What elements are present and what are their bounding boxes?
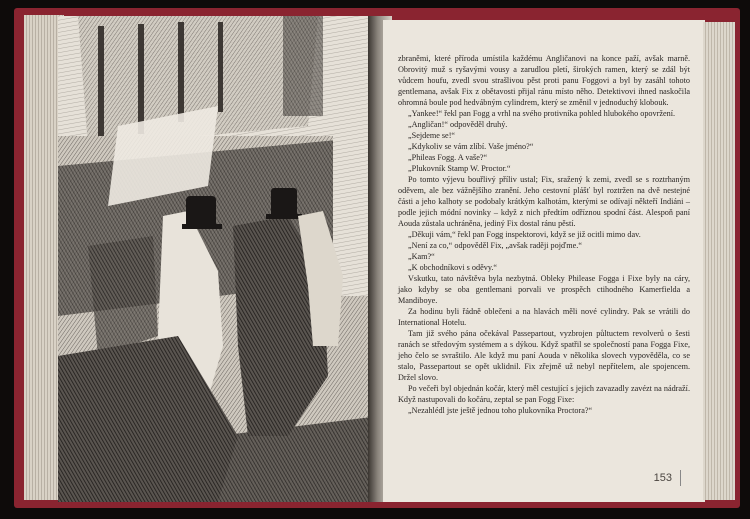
paragraph: „Yankee!“ řekl pan Fogg a vrhl na svého protivníka pohled hlubokého opovržení. xyxy=(408,109,676,118)
paragraph: „Děkuji vám,“ řekl pan Fogg inspektorovi, když se již ocitli mimo dav. xyxy=(408,230,641,239)
right-page xyxy=(383,20,705,502)
right-page-edges xyxy=(703,22,735,500)
paragraph: zbraněmi, které příroda umístila každému Angličanovi na konce paží, avšak marně. Obrovitý muž s ryšavými vousy a zarudlou pletí, širokých ramen, který se zdál být vůdcem houfu, zvedl svou strašlivou pěst proti panu Foggovi a byl by zasáhl tohoto gentlemana, avšak Fix z obětavosti přijal ránu místo něho. Detektivovi ihned naskočila ohromná boule pod hedvábným cylindrem, který se změnil v jednoduchý klobouk. xyxy=(398,54,690,107)
page-number-rule xyxy=(680,470,681,486)
paragraph: „Phileas Fogg. A vaše?“ xyxy=(408,153,488,162)
paragraph: „Sejdeme se!“ xyxy=(408,131,456,140)
paragraph: Za hodinu byli řádně oblečeni a na hlavách měli nové cylindry. Pak se vrátili do International Hotelu. xyxy=(398,307,690,327)
body-text xyxy=(398,53,690,416)
paragraph: Vskutku, tato návštěva byla nezbytná. Obleky Philease Fogga i Fixe byly na cáry, jako kdyby se oba gentlemani porvali ve prospěch ctihodného Kamerfielda a Mandiboye. xyxy=(398,274,690,305)
paragraph: „Není za co,“ odpověděl Fix, „avšak raději pojďme.“ xyxy=(408,241,582,250)
paragraph: „Kdykoliv se vám zlíbí. Vaše jméno?“ xyxy=(408,142,534,151)
engraving-illustration xyxy=(58,16,380,502)
paragraph: Po večeři byl objednán kočár, který měl cestující s jejich zavazadly zavézt na nádraží. Když nastupovali do kočáru, zeptal se pan Fogg Fixe: xyxy=(398,384,690,404)
paragraph: „Angličan!“ odpověděl druhý. xyxy=(408,120,508,129)
paragraph: „Kam?“ xyxy=(408,252,435,261)
paragraph: „Plukovník Stamp W. Proctor.“ xyxy=(408,164,511,173)
paragraph: Tam již svého pána očekával Passepartout, vyzbrojen půltuctem revolverů o šesti ranách se středovým systémem a s dýkou. Když spatřil se společností pana Fogga Fixe, jeho čelo se svraštilo. Ale když mu paní Aouda v několika slovech vypověděla, co se stalo, Passepartout se opět uklidnil. Fix zřejmě už nebyl nepřítelem, ale spojencem. Držel slovo. xyxy=(398,329,690,382)
paragraph: „K obchodníkovi s oděvy.“ xyxy=(408,263,498,272)
left-page xyxy=(58,16,380,502)
paragraph: Po tomto výjevu bouřlivý příliv ustal; Fix, sražený k zemi, zvedl se s roztrhaným oděvem, ale bez vážnějšího zranění. Jeho cestovní plášť byl roztržen na dvě nestejné části a jeho kalhoty se podobaly krátkým kalhotám, kterými se odívají někteří Indiáni – podle jejich módní novinky – když z nich předtím odříznou spodní část. Alespoň paní Aouda zůstala uchráněna, jediný Fix dostal ránu pěstí. xyxy=(398,175,690,228)
paragraph: „Nezahlédl jste ještě jednou toho plukovníka Proctora?“ xyxy=(408,406,593,415)
page-number: 153 xyxy=(653,472,672,484)
